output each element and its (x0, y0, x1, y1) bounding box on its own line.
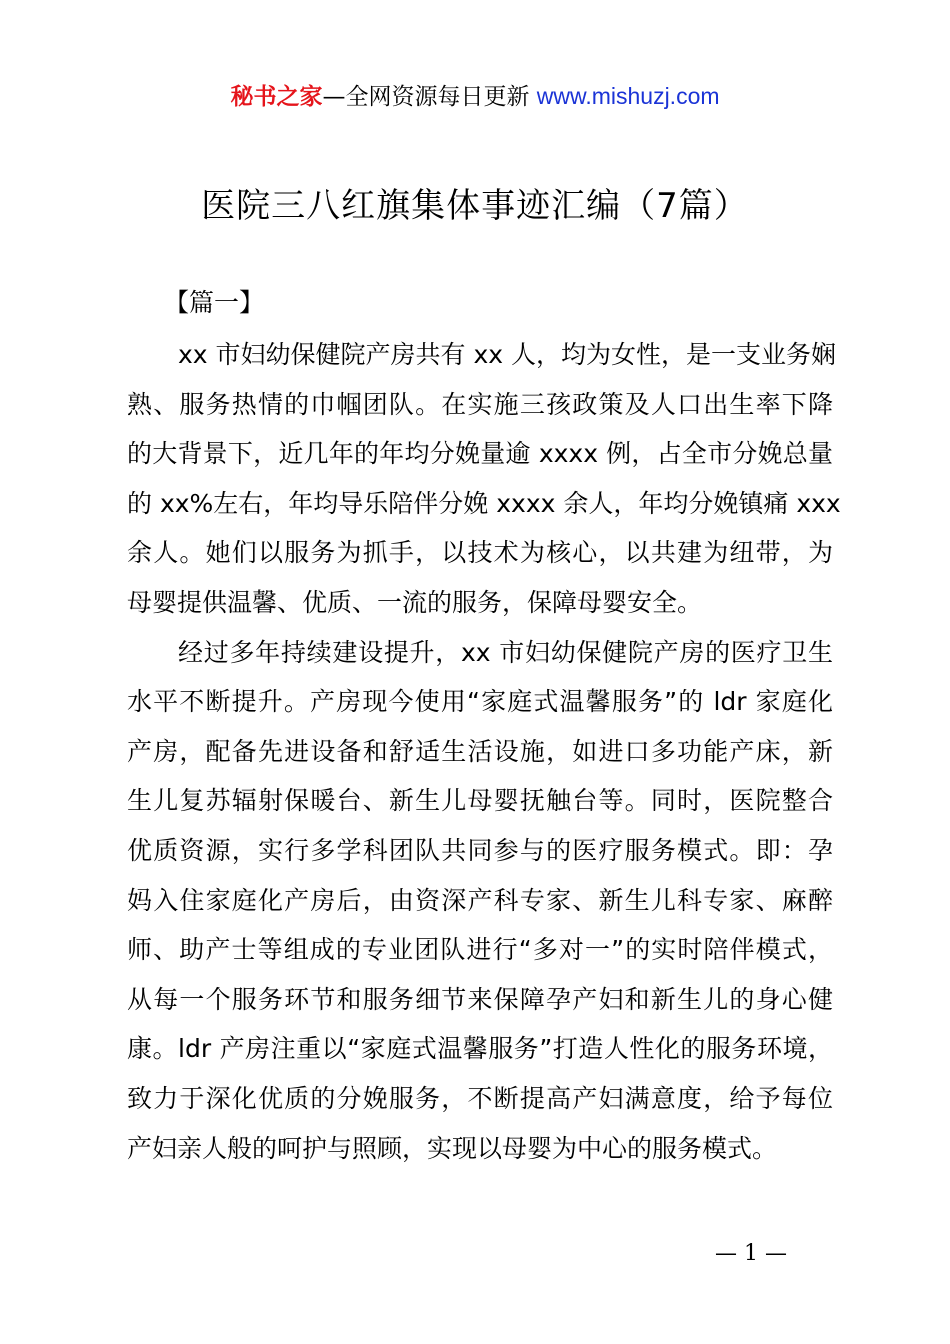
body-line: xx 市妇幼保健院产房共有 xx 人，均为女性，是一支业务娴 (178, 340, 837, 369)
document-body (127, 330, 841, 1173)
site-url-link[interactable]: www.mishuzj.com (536, 83, 720, 109)
body-line: 产妇亲人般的呵护与照顾，实现以母婴为中心的服务模式。 (127, 1133, 778, 1163)
body-line: 生儿复苏辐射保暖台、新生儿母婴抚触台等。同时，医院整合 (127, 786, 833, 816)
body-line: 康。ldr 产房注重以“家庭式温馨服务”打造人性化的服务环境， (127, 1034, 833, 1064)
section-label: 【篇一】 (164, 288, 265, 317)
body-line: 的大背景下，近几年的年均分娩量逾 xxxx 例，占全市分娩总量 (127, 439, 833, 469)
body-line: 优质资源，实行多学科团队共同参与的医疗服务模式。即：孕 (127, 835, 833, 865)
document-title: 医院三八红旗集体事迹汇编（7篇） (201, 186, 749, 226)
body-line: 母婴提供温馨、优质、一流的服务，保障母婴安全。 (127, 587, 703, 617)
body-line: 余人。她们以服务为抓手，以技术为核心，以共建为纽带，为 (127, 538, 833, 568)
body-line: 致力于深化优质的分娩服务，不断提高产妇满意度，给予每位 (127, 1083, 833, 1113)
brand-name: 秘书之家 (230, 84, 323, 110)
body-line: 从每一个服务环节和服务细节来保障孕产妇和新生儿的身心健 (127, 984, 833, 1014)
body-line: 师、助产士等组成的专业团队进行“多对一”的实时陪伴模式， (127, 935, 833, 965)
body-line: 妈入住家庭化产房后，由资深产科专家、新生儿科专家、麻醉 (127, 885, 833, 915)
site-header (0, 78, 950, 115)
body-line: 的 xx%左右，年均导乐陪伴分娩 xxxx 余人，年均分娩镇痛 xxx (127, 488, 841, 518)
page-number: — 1 — (715, 1241, 787, 1266)
body-line: 经过多年持续建设提升，xx 市妇幼保健院产房的医疗卫生 (178, 637, 833, 667)
brand-tagline: —全网资源每日更新 (322, 84, 530, 110)
body-line: 水平不断提升。产房现今使用“家庭式温馨服务”的 ldr 家庭化 (127, 687, 833, 717)
body-line: 熟、服务热情的巾帼团队。在实施三孩政策及人口出生率下降 (127, 389, 833, 419)
body-line: 产房，配备先进设备和舒适生活设施，如进口多功能产床，新 (127, 736, 833, 766)
